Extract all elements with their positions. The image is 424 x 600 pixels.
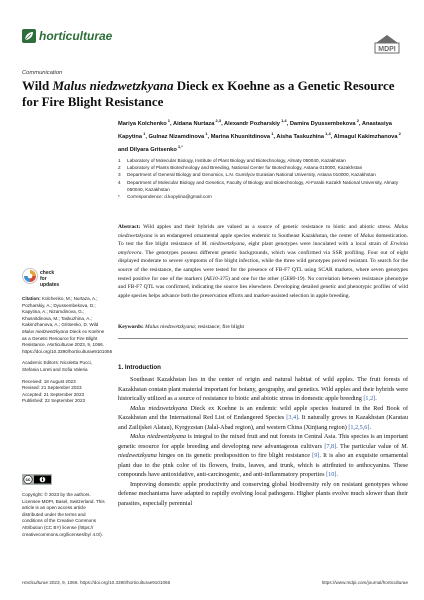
citation-link[interactable]: [9] [312, 452, 320, 459]
footer-doi[interactable]: 2023, 9, 1066. https://doi.org/10.3390/horticulturae9101066 [48, 580, 171, 585]
abstract-species-short: M. niedzwetzkyana [201, 241, 245, 248]
academic-editors [22, 360, 107, 373]
paragraph-text: . [369, 423, 371, 431]
abstract-marker: AE10-375 [205, 275, 228, 282]
citation-link[interactable]: [7,8] [324, 442, 337, 450]
species-name: Malus niedzwetzkyana [130, 433, 186, 440]
abstract-text: is an endangered ornamental apple species endemic to Southeast Kazakhstan, the center of [152, 232, 361, 239]
author-affiliation-sup: 1 [204, 130, 208, 136]
paragraph [118, 432, 408, 480]
article-title [22, 78, 407, 109]
citation-link[interactable]: [1,2] [363, 395, 376, 402]
cc-by-license-icon[interactable] [22, 474, 52, 485]
author-affiliation-sup: 1,4 [279, 118, 287, 123]
citation-text: Kolchenko, M.; Nurtaza, A.; Pozharskiy, A.; Dyussembekova, D.; Kapytina, A.; Nizamdinova, G.; Khusnitdinova, M.; Taskuzhina, A.; Kakimzhanova, A.; Gritsenko, D. Wild [22, 296, 99, 328]
author-name[interactable]: Marina Khusnitdinova [210, 133, 271, 140]
dates-block [22, 379, 107, 405]
author-name[interactable]: Almagul Kakimzhanova [333, 133, 398, 140]
keywords [118, 324, 408, 330]
abstract-pathogen: Erwinia amylovora [118, 241, 408, 256]
affiliation-text: Department of General Biology and Genomics, L.N. Gumilyov Eurasian National University, Astana 010000, Kazakhstan [127, 172, 376, 178]
abstract-text: Wild apples and their hybrids are valued as a source of genetic resistance to biotic and abiotic stress. [140, 224, 395, 230]
author-list [118, 116, 408, 155]
author-separator: , [330, 133, 334, 140]
author-affiliation-sup: 1,4 [324, 130, 331, 136]
affiliation-row [118, 164, 408, 171]
abstract-text: domestication. To test the fire blight resistance of [118, 232, 408, 248]
author-name[interactable]: Alexandr Pozharskiy [224, 120, 280, 127]
paragraph [118, 375, 408, 404]
author-affiliation-sup: 1 [270, 130, 274, 136]
section-divider [118, 338, 408, 339]
copyright-text: Copyright: © 2023 by the authors. Licensee MDPI, Basel, Switzerland. This article is an open access article distributed under the terms and conditions of the Creative Commons Attribution (CC BY) license (https:// creativecommons.org/licenses/by/ 4.0/). [22, 492, 105, 537]
abstract-genus: Malus [360, 232, 374, 239]
abstract-label: Abstract: [118, 224, 141, 230]
introduction-body [118, 375, 408, 508]
affiliation-number: 3 [118, 172, 121, 178]
citation-doi[interactable]: 2023, 9, 1066. https://doi.org/10.3390/horticulturae9101066 [22, 342, 113, 354]
author-name[interactable]: Aidana Nurtaza [172, 120, 215, 127]
paragraph-text: Improving domestic apple productivity and conserving global biodiversity rely on resistant genotypes whose defense mechanisms have adapted to rapidly evolving local pathogens. Higher plants evolve much slower than their parasites, especially perennial [118, 480, 408, 507]
author-affiliation-sup: 2 [397, 130, 401, 136]
abstract-text: ). No correlation between resistance phenotype and FB-F7 QTL was confirmed, indicating the source lies elsewhere. Developing detailed genetic and phenotypic profiles of wild apple species helps advance both the preservation efforts and marker-assisted selection in apple breeding. [118, 275, 408, 299]
publisher-logo-text: MDPI [378, 46, 396, 53]
abstract-text: . The genotypes possess different genetic backgrounds, which was confirmed via SSR profiling. Four out of eight displayed moderate to severe symptoms of fire blight infection, while the three wild genotypes proved resistant. To search for the source of the resistance, the samples were tested for the presence of FB-F7 QTL using SCAR markers, where seven genotypes tested positive for one of the markers ( [118, 249, 408, 282]
section-heading: 1. Introduction [118, 364, 161, 371]
citation-journal: Horticulturae [47, 342, 74, 348]
author-affiliation-sup: 1 [166, 118, 171, 123]
author-affiliation-sup: 1,* [176, 143, 183, 149]
footer-journal-link[interactable]: https://www.mdpi.com/journal/horticulturae [321, 580, 408, 585]
title-italic: Malus niedzwetzkyana [52, 78, 174, 93]
footer-journal: Horticulturae [22, 580, 49, 585]
author-name[interactable]: Anastasiya Kapytina [118, 120, 392, 140]
affiliations [118, 157, 408, 200]
citation-species: Malus niedzwetzkyana [22, 328, 69, 334]
affiliation-number: * [118, 194, 120, 200]
article-sidebar [22, 296, 113, 410]
title-part2: Dieck ex Koehne as a Genetic Resource for Fire Blight Resistance [22, 78, 395, 109]
paragraph-text: . [336, 471, 338, 478]
affiliation-number: 4 [118, 179, 121, 185]
author-affiliation-sup: 1 [142, 130, 146, 136]
species-name: M. niedzwetzkyana [118, 442, 408, 459]
paragraph-text: . It naturally grows in Kazakhstan (Karatau and Zailijskei Alatau), Kyrgyzstan (Jalal-Abad region), and western China (Xinjiang region) [118, 414, 408, 431]
citation-text: Dieck ex Koehne as a Genetic Resource for Fire Blight Resistance. [22, 328, 105, 348]
check-updates-line1: check for [40, 270, 55, 282]
affiliation-text: Laboratory of Molecular Biology, Institute of Plant Biology and Biotechnology, Almaty 050040, Kazakhstan [127, 158, 346, 163]
citation-link[interactable]: [1,2,5,6] [348, 423, 370, 431]
date-revised: Revised: 21 September 2023 [22, 385, 82, 391]
author-name[interactable]: Mariya Kolchenko [118, 120, 167, 127]
date-accepted: Accepted: 21 September 2023 [22, 391, 85, 397]
copyright-notice [22, 492, 107, 538]
page-footer [22, 580, 408, 585]
date-published: Published: 22 September 2023 [22, 398, 86, 404]
footer-citation [22, 580, 170, 585]
citation-block [22, 296, 113, 355]
affiliation-text: Laboratory of Plants Biotechnology and Breeding, National Center for Biotechnology, Astana 010000, Kazakhstan [127, 165, 363, 171]
author-separator: , [145, 133, 149, 140]
affiliation-number: 2 [118, 165, 121, 171]
check-updates-text [40, 270, 62, 288]
citation-link[interactable]: [3,4] [286, 414, 299, 421]
abstract [118, 223, 408, 300]
date-received: Received: 18 August 2023 [22, 378, 76, 384]
author-separator: , [286, 120, 290, 127]
author-separator: and [118, 146, 130, 153]
paragraph-text: is integral to the mixed fruit and nut forests in Central Asia. This species is an important genetic resource for apple breeding and developing new advantageous cultivars [118, 433, 408, 450]
cc-label: cc [25, 477, 31, 483]
author-name[interactable]: Dilyara Gritsenko [129, 146, 177, 153]
author-separator: , [207, 133, 211, 140]
paragraph [118, 480, 408, 509]
author-separator: , [358, 120, 362, 127]
author-separator: , [170, 120, 173, 127]
check-updates-icon [22, 268, 38, 284]
paragraph-text: . The particular value of [336, 442, 402, 450]
check-for-updates-button[interactable] [22, 268, 62, 288]
affiliation-row [118, 157, 408, 164]
mdpi-logo-icon[interactable] [372, 33, 402, 55]
affiliation-row [118, 171, 408, 178]
affiliation-row [118, 179, 408, 193]
affiliation-row [118, 193, 408, 200]
keyword-species: Malus niedzwetzkyana [145, 324, 195, 330]
abstract-marker: GE80-19 [282, 275, 303, 282]
author-separator: , [273, 133, 277, 140]
editors-label: Academic Editors: [22, 360, 60, 366]
article-type: Communication [22, 70, 63, 76]
abstract-text: , eight plant genotypes were inoculated with a local strain of [244, 241, 391, 248]
author-affiliation-sup: 2 [355, 118, 359, 123]
keywords-rest: ; resistance; fire blight [194, 324, 245, 330]
author-affiliation-sup: 2,3 [214, 118, 222, 123]
paragraph-text: . It is also an exquisite ornamental plant due to the pink color of its flowers, fruits, leaves, and trunk, which is attributed to anthocyanins. These compounds have antioxidative, anti-carcinogenic, and anti-inflammatory properties [118, 452, 408, 478]
paragraph [118, 404, 408, 433]
check-updates-line2: updates [40, 282, 60, 288]
affiliation-text: Department of Molecular Biology and Genetics, Faculty of Biology and Biotechnology, Al-Farabi Kazakh National University, Almaty 050040, Kazakhstan [127, 179, 399, 192]
title-part1: Wild [22, 78, 53, 93]
journal-name[interactable]: horticulturae [39, 29, 113, 43]
journal-leaf-icon [22, 29, 36, 43]
paragraph-text: Dieck ex Koehne is an endemic wild apple species featured in the Red Book of Kazakhstan and the International Red List of Endangered Species [118, 404, 408, 421]
affiliation-number: 1 [118, 158, 121, 163]
abstract-text: ) and one for the other ( [227, 275, 283, 282]
citation-link[interactable]: [10] [326, 471, 337, 478]
author-name[interactable]: Damira Dyussembekova [289, 120, 356, 127]
keywords-label: Keywords: [118, 324, 144, 330]
paragraph-text: . [375, 395, 377, 402]
abstract-species: Malus niedzwetzkyana [118, 224, 408, 239]
citation-label: Citation: [22, 296, 41, 301]
species-name: Malus niedzwetzkyana [130, 404, 188, 412]
paragraph-text: Southeast Kazakhstan lies in the center of origin and natural habitat of wild apples. The fruit forests of Kazakhstan contain plant material important for botany, geography, and genetics. Wild apples and their hybrids were historically utilized as a source of resistance to biotic and abiotic stress in domestic apple breeding [118, 376, 408, 402]
editors-names: Nicoletta Pucci, Stefania Loreti and Sofia Valeria [22, 360, 92, 372]
author-name[interactable]: Gulnaz Nizamdinova [148, 133, 205, 140]
author-name[interactable]: Aisha Taskuzhina [276, 133, 325, 140]
author-separator: , [221, 120, 225, 127]
affiliation-text: Correspondence: d.kopytina@gmail.com [127, 194, 212, 200]
paragraph-text: hinges on its genetic predisposition to fire blight resistance [156, 452, 313, 459]
